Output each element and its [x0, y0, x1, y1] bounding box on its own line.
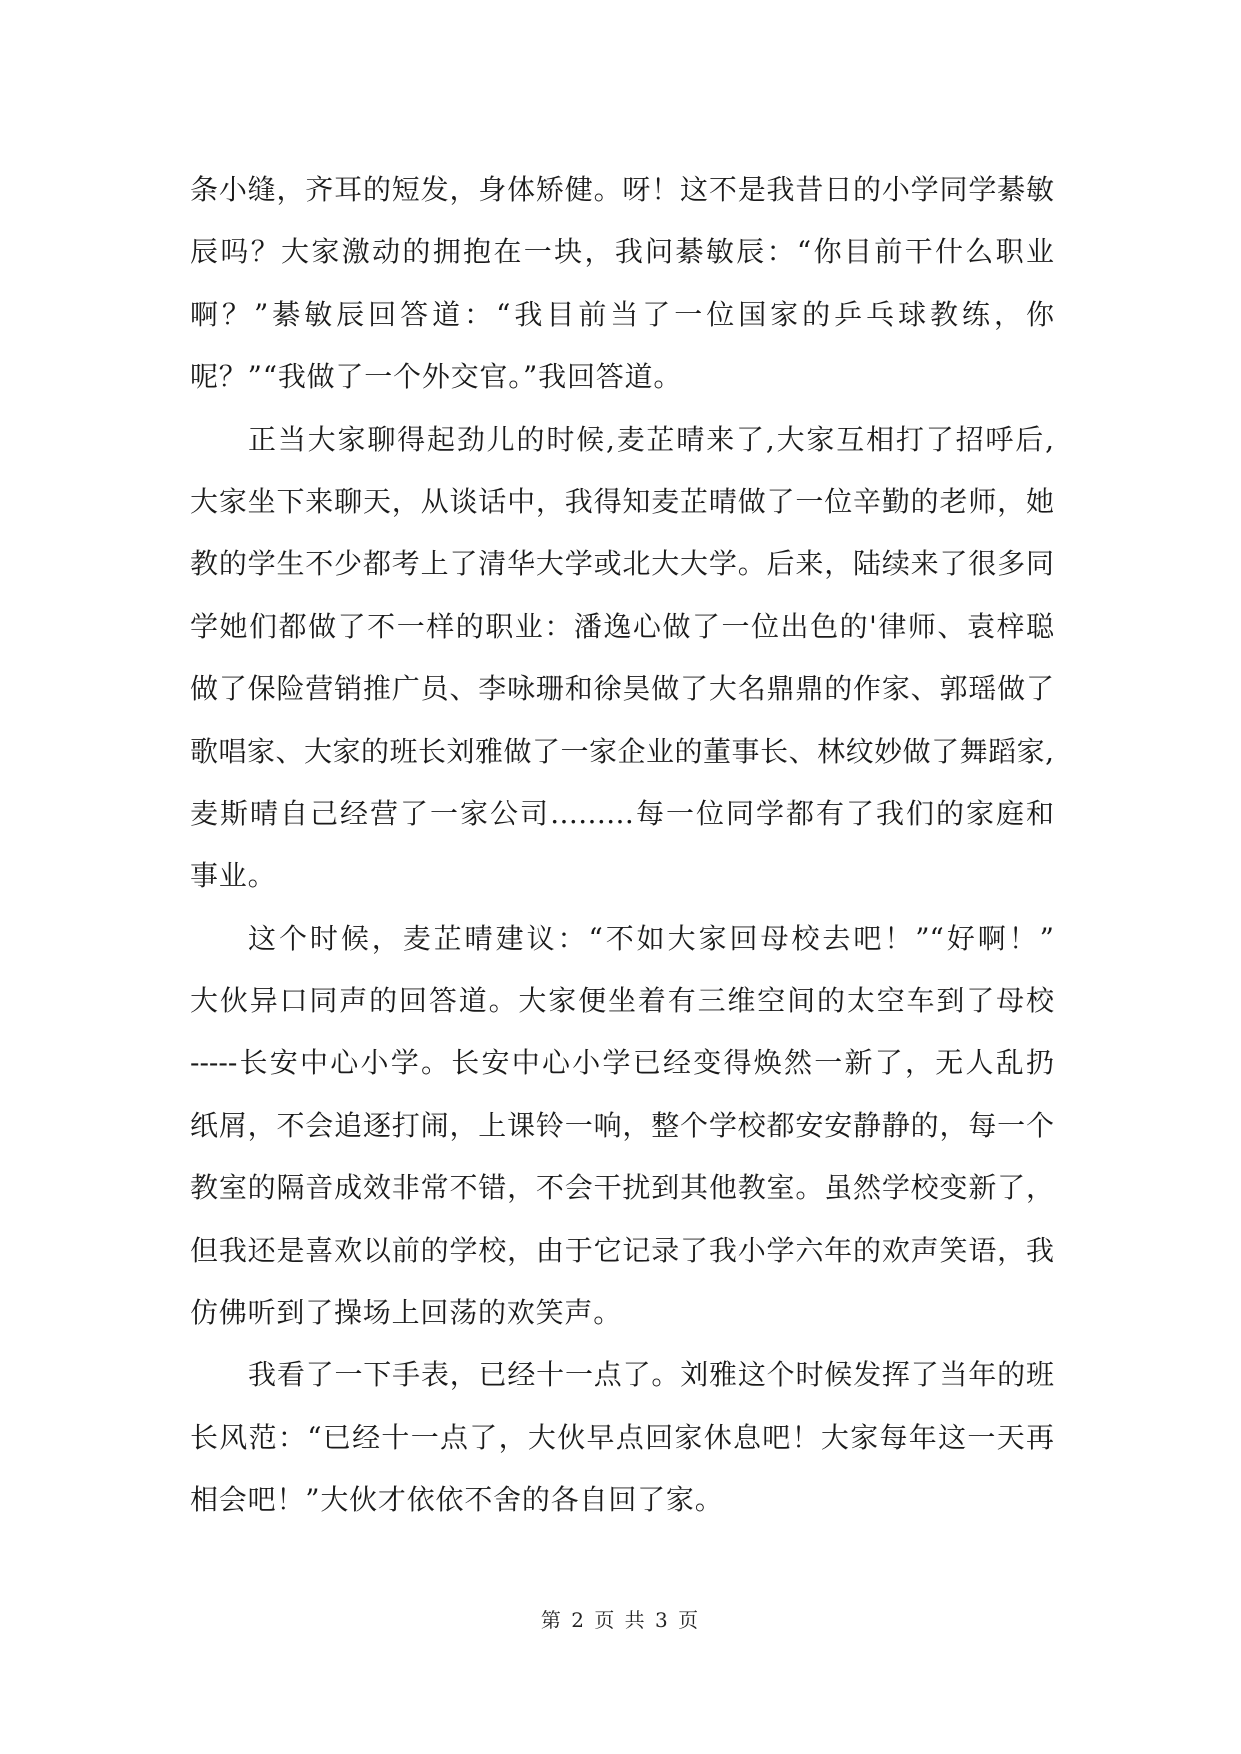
text-line: 辰吗？大家激动的拥抱在一块，我问綦敏辰：“你目前干什么职业: [190, 235, 1054, 269]
paragraph: [190, 159, 1054, 409]
text-line: -----长安中心小学。长安中心小学已经变得焕然一新了，无人乱扔: [190, 1046, 1054, 1080]
text-line: 学她们都做了不一样的职业：潘逸心做了一位出色的'律师、袁梓聪: [190, 609, 1054, 643]
text-line: 这个时候，麦芷晴建议：“不如大家回母校去吧！”“好啊！”: [248, 921, 1054, 955]
paragraph: [190, 908, 1054, 1345]
text-line: 教室的隔音成效非常不错，不会干扰到其他教室。虽然学校变新了，: [190, 1171, 1054, 1205]
text-line: 长风范：“已经十一点了，大伙早点回家休息吧！大家每年这一天再: [190, 1420, 1054, 1454]
text-line: 事业。: [190, 859, 277, 893]
page-number-footer: 第 2 页 共 3 页: [540, 1608, 701, 1632]
body-text: [190, 159, 1054, 1532]
text-line: 我看了一下手表，已经十一点了。刘雅这个时候发挥了当年的班: [248, 1358, 1054, 1392]
text-line: 大伙异口同声的回答道。大家便坐着有三维空间的太空车到了母校: [190, 984, 1054, 1018]
text-line: 条小缝，齐耳的短发，身体矫健。呀！这不是我昔日的小学同学綦敏: [190, 173, 1054, 206]
text-line: 相会吧！”大伙才依依不舍的各自回了家。: [190, 1483, 724, 1517]
text-line: 教的学生不少都考上了清华大学或北大大学。后来，陆续来了很多同: [190, 547, 1054, 581]
text-line: 歌唱家、大家的班长刘雅做了一家企业的董事长、林纹妙做了舞蹈家,: [190, 734, 1054, 768]
text-line: 啊？”綦敏辰回答道：“我目前当了一位国家的乒乓球教练，你: [190, 297, 1054, 331]
paragraph: [190, 1344, 1054, 1531]
text-line: 但我还是喜欢以前的学校，由于它记录了我小学六年的欢声笑语，我: [190, 1233, 1054, 1267]
text-line: 纸屑，不会追逐打闹，上课铃一响，整个学校都安安静静的，每一个: [190, 1108, 1054, 1142]
text-line: 做了保险营销推广员、李咏珊和徐昊做了大名鼎鼎的作家、郭瑶做了: [190, 672, 1054, 706]
text-line: 麦斯晴自己经营了一家公司………每一位同学都有了我们的家庭和: [190, 796, 1054, 830]
text-line: 呢？”“我做了一个外交官。”我回答道。: [190, 360, 683, 394]
paragraph: [190, 409, 1054, 908]
text-line: 正当大家聊得起劲儿的时候,麦芷晴来了,大家互相打了招呼后,: [248, 422, 1054, 456]
text-line: 大家坐下来聊天，从谈话中，我得知麦芷晴做了一位辛勤的老师，她: [190, 484, 1054, 518]
text-line: 仿佛听到了操场上回荡的欢笑声。: [190, 1296, 623, 1330]
